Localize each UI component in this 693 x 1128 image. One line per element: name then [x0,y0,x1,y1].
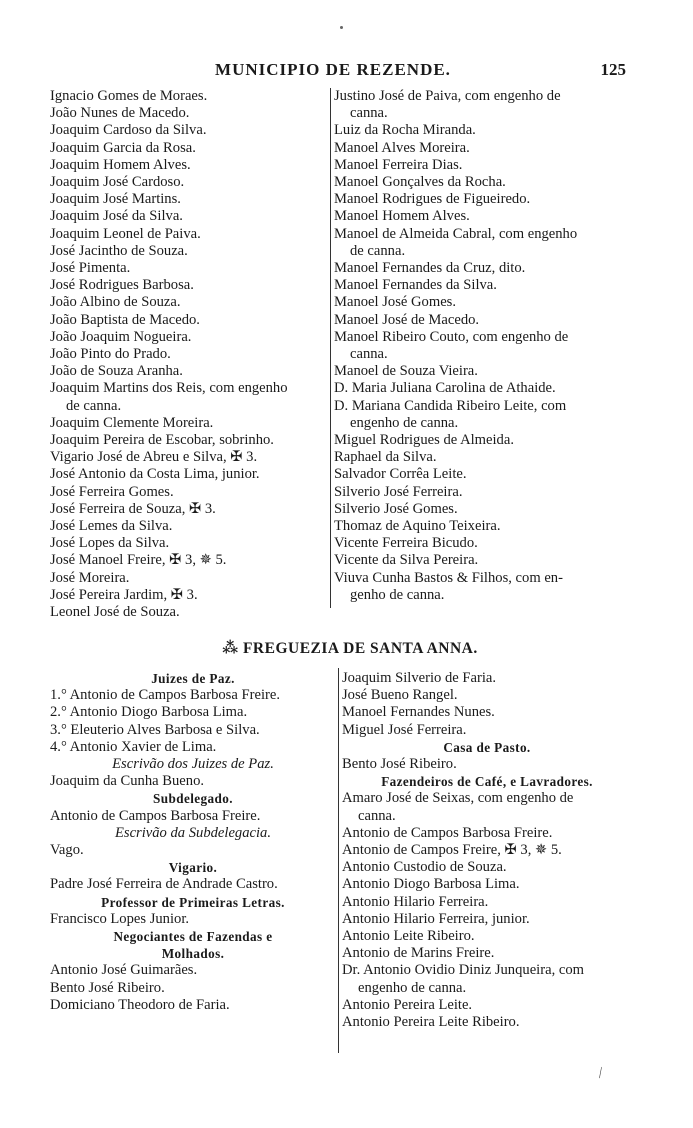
section-subheading: Molhados. [161,946,225,962]
list-entry: Manoel Fernandes da Silva. [334,277,497,294]
list-entry: José Moreira. [50,569,130,586]
list-entry: D. Mariana Candida Ribeiro Leite, com [334,397,567,414]
list-entry: Viuva Cunha Bastos & Filhos, com en- [334,569,563,586]
list-entry: Antonio de Campos Barbosa Freire. [342,824,553,841]
list-entry: Manoel de Almeida Cabral, com engenho [334,225,578,242]
list-entry: Bento José Ribeiro. [50,979,165,996]
list-entry: Joaquim José Martins. [50,191,181,208]
list-entry: José Lemes da Silva. [50,518,173,535]
list-entry: João Nunes de Macedo. [50,105,190,122]
list-entry: Leonel José de Souza. [50,604,180,621]
list-entry: 4.° Antonio Xavier de Lima. [50,738,217,755]
list-entry: Joaquim Silverio de Faria. [342,670,497,686]
list-entry: Joaquim José Cardoso. [50,174,185,191]
list-entry: 3.° Eleuterio Alves Barbosa e Silva. [50,721,260,738]
list-entry: José Antonio da Costa Lima, junior. [50,466,260,483]
list-entry: Antonio Custodio de Souza. [342,859,507,876]
list-entry: José Ferreira de Souza, ✠ 3. [50,500,216,517]
list-entry: Manoel Gonçalves da Rocha. [334,174,506,191]
section-subheading: Negociantes de Fazendas e [113,929,273,945]
list-entry: Antonio Hilario Ferreira. [342,893,489,910]
list-entry: Antonio José Guimarães. [50,962,198,979]
pencil-mark: ∕ [596,1066,606,1081]
list-entry: Antonio Pereira Leite. [342,996,473,1013]
list-entry: Luiz da Rocha Miranda. [334,122,476,139]
list-entry: Manoel Alves Moreira. [334,139,470,156]
list-entry: Joaquim Clemente Moreira. [50,414,214,431]
list-entry: Manoel de Souza Vieira. [334,363,478,380]
list-entry: Joaquim Garcia da Rosa. [50,139,196,156]
list-entry: Domiciano Theodoro de Faria. [50,996,230,1013]
list-entry: canna. [358,807,396,824]
list-entry: Ignacio Gomes de Moraes. [50,88,208,104]
list-entry: engenho de canna. [350,414,459,431]
list-entry: Thomaz de Aquino Teixeira. [334,518,501,535]
list-entry: Silverio José Ferreira. [334,483,463,500]
list-entry: D. Maria Juliana Carolina de Athaide. [334,380,556,397]
list-entry: Manoel Ribeiro Couto, com engenho de [334,328,569,345]
list-entry: Antonio Pereira Leite Ribeiro. [342,1014,520,1031]
section-subheading: Fazendeiros de Café, e Lavradores. [381,774,593,790]
list-entry: Antonio de Campos Freire, ✠ 3, ✵ 5. [342,842,562,859]
list-entry: João Pinto do Prado. [50,346,171,363]
list-entry: Vicente da Silva Pereira. [334,552,479,569]
list-entry: 2.° Antonio Diogo Barbosa Lima. [50,704,248,721]
list-entry: Joaquim Martins dos Reis, com engenho [50,380,288,397]
list-entry: Manoel Ferreira Dias. [334,156,463,173]
list-entry: Joaquim da Cunha Bueno. [50,773,205,790]
list-entry: Vicente Ferreira Bicudo. [334,535,478,552]
list-entry: José Manoel Freire, ✠ 3, ✵ 5. [50,552,227,569]
running-header-title: MUNICIPIO DE REZENDE. [215,60,451,79]
list-entry: Dr. Antonio Ovidio Diniz Junqueira, com [342,962,584,979]
section-title [140,638,560,658]
list-entry: Vago. [50,842,84,859]
list-entry: José Lopes da Silva. [50,535,170,552]
list-entry: Antonio Leite Ribeiro. [342,928,475,945]
list-entry: Joaquim Cardoso da Silva. [50,122,207,139]
list-entry: João Joaquim Nogueira. [50,328,192,345]
column-divider [338,668,339,1053]
list-entry: de canna. [350,242,406,259]
list-entry: João Albino de Souza. [50,294,181,311]
list-entry: Antonio Hilario Ferreira, junior. [342,910,530,927]
list-entry: Vigario José de Abreu e Silva, ✠ 3. [50,449,258,466]
list-entry: Francisco Lopes Junior. [50,910,190,927]
list-entry: Joaquim Pereira de Escobar, sobrinho. [50,432,274,449]
section-title-text: FREGUEZIA DE SANTA ANNA. [242,640,478,657]
list-entry: Antonio Diogo Barbosa Lima. [342,876,520,893]
list-entry: Bento José Ribeiro. [342,756,457,773]
list-entry: Manoel José de Macedo. [334,311,480,328]
list-entry: Manoel José Gomes. [334,294,457,311]
list-entry: Justino José de Paiva, com engenho de [334,88,561,104]
list-entry: Miguel Rodrigues de Almeida. [334,432,514,449]
section-subheading: Casa de Pasto. [443,739,531,755]
list-entry: canna. [350,105,388,122]
list-entry: João Baptista de Macedo. [50,311,200,328]
column-bottom-right [342,670,632,1031]
list-entry: José Jacintho de Souza. [50,242,188,259]
list-entry: José Ferreira Gomes. [50,483,174,500]
list-entry: Manoel Fernandes Nunes. [342,704,495,721]
list-entry: 1.° Antonio de Campos Barbosa Freire. [50,687,280,704]
list-entry: Raphael da Silva. [334,449,437,466]
list-entry: Antonio de Campos Barbosa Freire. [50,807,261,824]
list-entry: Silverio José Gomes. [334,500,458,517]
list-entry: canna. [350,346,388,363]
list-entry: de canna. [66,397,122,414]
list-entry: José Pimenta. [50,260,131,277]
list-entry: Antonio de Marins Freire. [342,945,495,962]
column-top-right [334,88,624,604]
list-entry: Manoel Fernandes da Cruz, dito. [334,260,526,277]
list-entry: Miguel José Ferreira. [342,721,467,738]
ink-speck [340,26,343,29]
section-mark-icon: ⁂ [222,640,239,657]
list-entry: Amaro José de Seixas, com engenho de [342,790,574,807]
list-entry: José Pereira Jardim, ✠ 3. [50,586,198,603]
list-entry: José Rodrigues Barbosa. [50,277,194,294]
list-entry: Joaquim José da Silva. [50,208,183,225]
list-entry: Padre José Ferreira de Andrade Castro. [50,876,278,893]
list-entry: Manoel Rodrigues de Figueiredo. [334,191,531,208]
section-subheading: Subdelegado. [153,791,233,807]
list-entry: Joaquim Leonel de Paiva. [50,225,201,242]
list-entry: engenho de canna. [358,979,467,996]
section-subheading: Professor de Primeiras Letras. [101,894,285,910]
list-entry: Joaquim Homem Alves. [50,156,191,173]
page-number: 125 [600,60,626,79]
column-top-left [50,88,334,621]
list-entry: Salvador Corrêa Leite. [334,466,467,483]
list-entry: José Bueno Rangel. [342,687,458,704]
italic-subheading: Escrivão da Subdelegacia. [114,824,272,841]
column-bottom-left [50,670,336,1014]
list-entry: genho de canna. [350,586,445,603]
section-subheading: Vigario. [168,860,218,876]
section-subheading: Juizes de Paz. [151,671,235,686]
list-entry: Manoel Homem Alves. [334,208,470,225]
italic-subheading: Escrivão dos Juizes de Paz. [112,756,274,773]
list-entry: João de Souza Aranha. [50,363,183,380]
